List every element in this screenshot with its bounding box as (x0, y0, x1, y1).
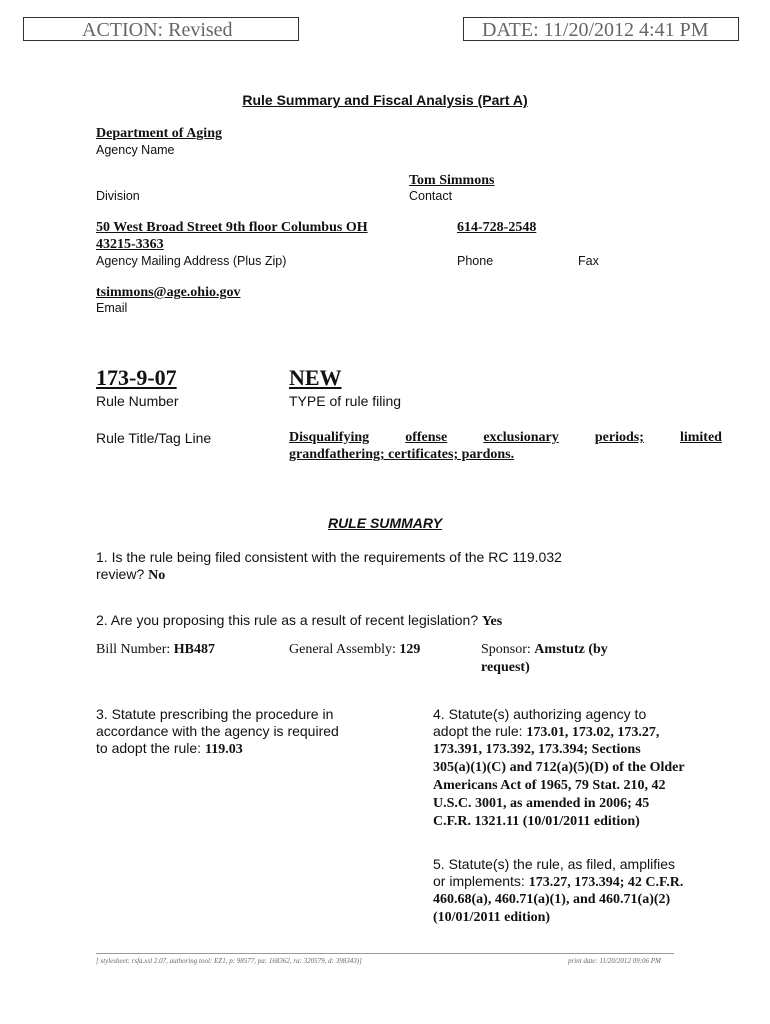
question-5-answer: 173.27, 173.394; 42 C.F.R. (528, 875, 684, 890)
footer-stylesheet-info: [ stylesheet: rsfa.xsl 2.07, authoring tool: EZ1, p: 98577, pa: 168362, ra: 320579, d: 398343)] (96, 957, 362, 965)
question-4-answer-line: U.S.C. 3001, as amended in 2006; 45 (433, 796, 650, 811)
bill-number (96, 641, 215, 659)
question-1-line1: 1. Is the rule being filed consistent with the requirements of the RC 119.032 (96, 549, 562, 565)
question-4-line2 (433, 723, 753, 741)
question-3-text: to adopt the rule: (96, 740, 202, 756)
division-label: Division (96, 189, 140, 203)
question-2 (96, 612, 502, 630)
rule-summary-heading: RULE SUMMARY (327, 515, 443, 531)
rule-title-word: exclusionary (483, 430, 559, 445)
sponsor-value: Amstutz (by (534, 642, 608, 657)
question-3-answer: 119.03 (204, 742, 243, 757)
address-label: Agency Mailing Address (Plus Zip) (96, 254, 287, 268)
question-4-answer-line: 173.391, 173.392, 173.394; Sections (433, 742, 641, 757)
agency-name-label: Agency Name (96, 143, 175, 157)
general-assembly-value: 129 (399, 642, 421, 657)
question-4-text: adopt the rule: (433, 723, 523, 739)
bill-number-value: HB487 (173, 642, 216, 657)
general-assembly (289, 641, 420, 659)
footer-divider (96, 953, 674, 954)
fax-label: Fax (578, 254, 599, 268)
page-title: Rule Summary and Fiscal Analysis (Part A) (242, 92, 528, 108)
sponsor-value-line2: request) (481, 660, 530, 675)
rule-title-line2: grandfathering; certificates; pardons. (289, 447, 515, 462)
contact-label: Contact (409, 189, 453, 203)
question-3-line2: accordance with the agency is required (96, 723, 339, 739)
general-assembly-label: General Assembly: (289, 642, 396, 657)
email-value: tsimmons@age.ohio.gov (96, 285, 241, 300)
address-line2: 43215-3363 (96, 237, 164, 252)
date-box (463, 17, 739, 41)
question-4-line1: 4. Statute(s) authorizing agency to (433, 706, 647, 722)
rule-title-line1 (289, 430, 722, 446)
question-5-text: or implements: (433, 873, 525, 889)
question-5-answer-line: 460.68(a), 460.71(a)(1), and 460.71(a)(2) (433, 892, 671, 907)
question-3-line1: 3. Statute prescribing the procedure in (96, 706, 334, 722)
action-label: ACTION: Revised (82, 19, 233, 41)
question-1-text: review? (96, 566, 145, 582)
contact-value: Tom Simmons (409, 173, 495, 188)
question-4-answer-line: 305(a)(1)(C) and 712(a)(5)(D) of the Older (433, 760, 685, 775)
question-2-answer: Yes (482, 614, 503, 629)
sponsor (481, 641, 608, 659)
question-2-text: 2. Are you proposing this rule as a result of recent legislation? (96, 612, 479, 628)
question-5-line1: 5. Statute(s) the rule, as filed, amplifies (433, 856, 675, 872)
email-label: Email (96, 301, 128, 315)
phone-label: Phone (457, 254, 494, 268)
rule-title-word: periods; (594, 430, 644, 445)
action-box (23, 17, 299, 41)
address-line1: 50 West Broad Street 9th floor Columbus OH (96, 220, 368, 235)
filing-type-value: NEW (289, 365, 342, 390)
question-1-answer: No (148, 568, 166, 583)
rule-title-label: Rule Title/Tag Line (96, 430, 212, 446)
question-5 (433, 856, 753, 927)
rule-title-word: limited (679, 430, 722, 445)
rule-title-word: offense (405, 430, 448, 445)
rule-number-value: 173-9-07 (96, 365, 177, 390)
footer-print-date: print date: 11/20/2012 09:06 PM (568, 957, 661, 965)
question-1-line2 (96, 566, 165, 584)
question-4-answer: 173.01, 173.02, 173.27, (526, 725, 660, 740)
question-3-line3 (96, 740, 396, 758)
date-label: DATE: 11/20/2012 4:41 PM (482, 19, 709, 41)
question-5-line2 (433, 873, 753, 891)
bill-number-label: Bill Number: (96, 642, 171, 657)
question-4 (433, 706, 753, 831)
rule-number-label: Rule Number (96, 393, 179, 409)
filing-type-label: TYPE of rule filing (289, 393, 402, 409)
rule-title-word: Disqualifying (289, 430, 370, 445)
agency-name-value: Department of Aging (96, 126, 222, 141)
question-5-answer-line: (10/01/2011 edition) (433, 910, 551, 925)
question-4-answer-line: Americans Act of 1965, 79 Stat. 210, 42 (433, 778, 666, 793)
sponsor-label: Sponsor: (481, 642, 531, 657)
phone-value: 614-728-2548 (457, 220, 537, 235)
question-3 (96, 706, 396, 758)
question-4-answer-line: C.F.R. 1321.11 (10/01/2011 edition) (433, 814, 640, 829)
